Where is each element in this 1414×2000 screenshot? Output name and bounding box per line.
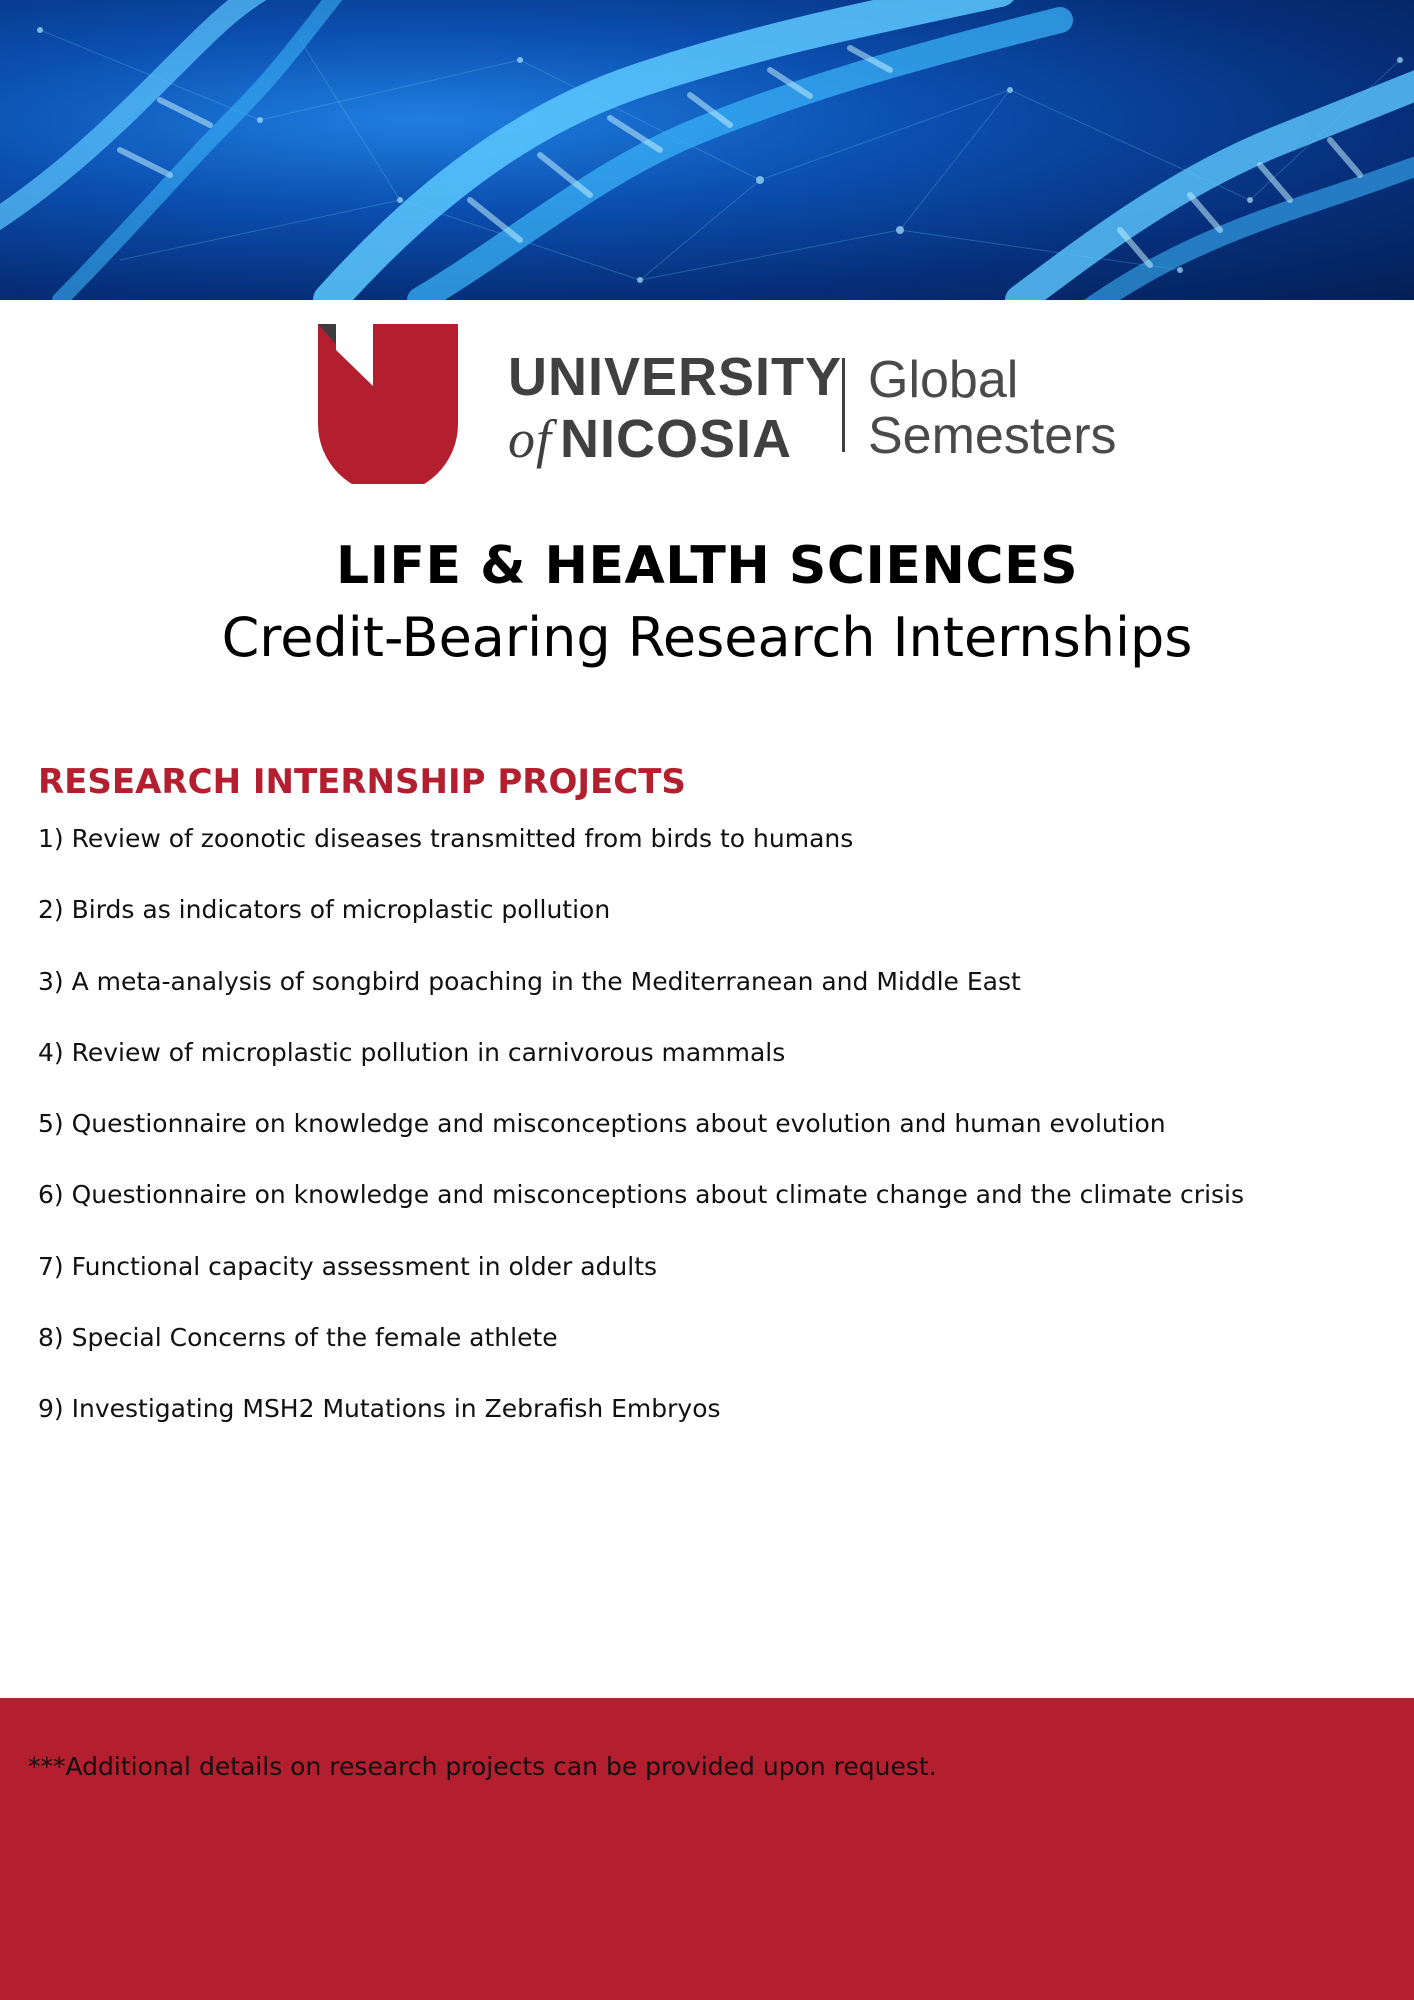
- logo-semesters-text: Semesters: [868, 407, 1117, 466]
- project-item: 2) Birds as indicators of microplastic pollution: [38, 895, 611, 925]
- logo-wordmark: [508, 347, 843, 469]
- project-item: 8) Special Concerns of the female athlete: [38, 1323, 558, 1353]
- logo-university-text: UNIVERSITY: [508, 347, 843, 407]
- logo-global-text: Global: [868, 351, 1019, 409]
- page-title: LIFE & HEALTH SCIENCES: [335, 536, 1079, 596]
- page-subtitle: Credit-Bearing Research Internships: [221, 606, 1193, 669]
- project-item: 3) A meta-analysis of songbird poaching in the Mediterranean and Middle East: [38, 966, 1021, 996]
- projects-list: [38, 820, 1378, 1462]
- project-item: 6) Questionnaire on knowledge and misconceptions about climate change and the climate crisis: [38, 1180, 1245, 1210]
- project-item: 7) Functional capacity assessment in older adults: [38, 1251, 658, 1281]
- project-item: 5) Questionnaire on knowledge and misconceptions about evolution and human evolution: [38, 1109, 1166, 1139]
- logo-nicosia-text: NICOSIA: [560, 409, 793, 469]
- project-item: 1) Review of zoonotic diseases transmitted from birds to humans: [38, 824, 854, 853]
- logo-divider: [842, 358, 845, 452]
- logo-global-semesters: [868, 352, 1117, 464]
- u-shield-icon: [318, 324, 468, 484]
- project-item: 4) Review of microplastic pollution in carnivorous mammals: [38, 1037, 786, 1067]
- logo-of-text: of: [508, 409, 553, 469]
- logo-nicosia-line: [508, 409, 842, 469]
- project-item: 9) Investigating MSH2 Mutations in Zebrafish Embryos: [38, 1394, 721, 1424]
- dna-banner-image: [0, 0, 1414, 300]
- university-logo: [318, 324, 1117, 484]
- dna-helix-icon: [0, 0, 1414, 300]
- footer-note: ***Additional details on research projects can be provided upon request.: [28, 1752, 937, 1781]
- projects-heading: RESEARCH INTERNSHIP PROJECTS: [38, 762, 686, 802]
- footer-band: [0, 1698, 1414, 2000]
